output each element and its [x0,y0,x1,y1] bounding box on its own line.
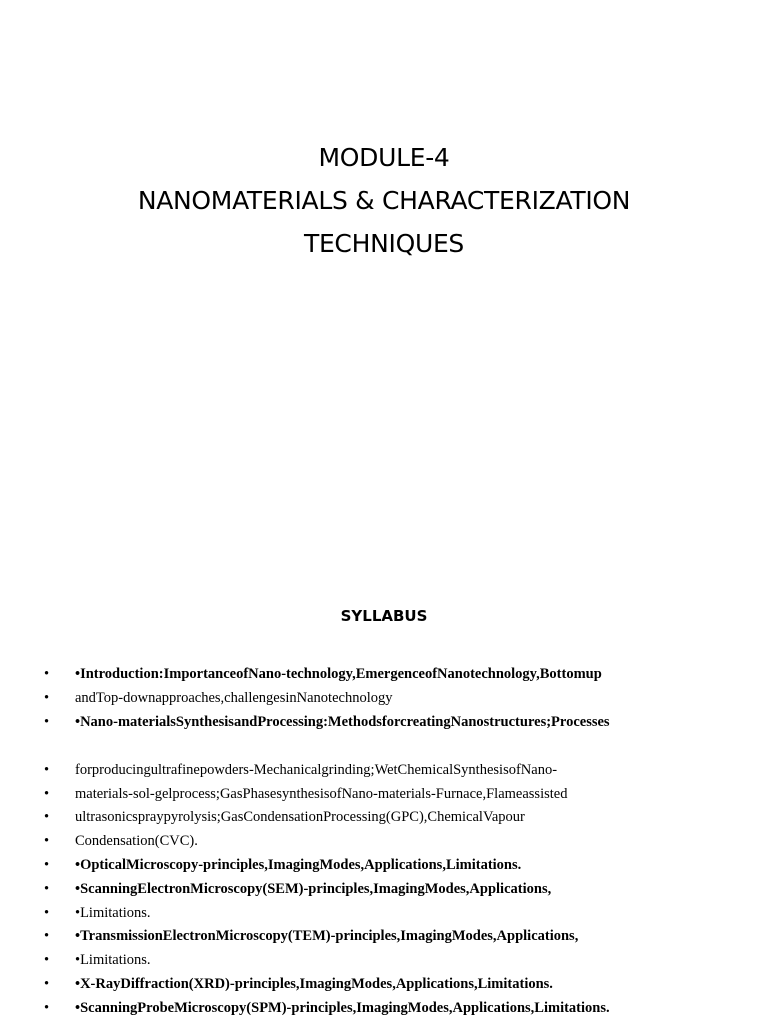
bullet-marker: • [44,690,50,706]
bullet-marker: • [44,976,50,992]
bullet-marker: • [44,714,50,730]
bullet-marker: • [44,857,50,873]
bullet-marker: • [44,1000,50,1016]
syllabus-item-text: forproducingultrafinepowders-Mechanicalgrinding;WetChemicalSynthesisofNano- [75,762,558,778]
bullet-marker: • [44,881,50,897]
bullet-marker: • [44,928,50,944]
syllabus-item-text: •TransmissionElectronMicroscopy(TEM)-principles,ImagingModes,Applications, [75,928,579,944]
syllabus-item-text: andTop-downapproaches,challengesinNanotechnology [75,690,393,706]
bullet-marker: • [44,833,50,849]
syllabus-item-text: •Introduction:ImportanceofNano-technology,EmergenceofNanotechnology,Bottomup [75,666,602,682]
bullet-marker: • [44,952,50,968]
bullet-marker: • [44,762,50,778]
syllabus-item-text: •Nano-materialsSynthesisandProcessing:MethodsforcreatingNanostructures;Processes [75,714,610,730]
bullet-marker: • [44,905,50,921]
syllabus-item-text: •Limitations. [75,905,151,921]
syllabus-item-text: •ScanningProbeMicroscopy(SPM)-principles,ImagingModes,Applications,Limitations. [75,1000,610,1016]
bullet-marker: • [44,786,50,802]
title-block [0,136,768,265]
syllabus-heading: SYLLABUS [340,607,428,625]
syllabus-item-text: •X-RayDiffraction(XRD)-principles,ImagingModes,Applications,Limitations. [75,976,553,992]
syllabus-item-text: Condensation(CVC). [75,833,198,849]
topic-title-line-2: TECHNIQUES [303,229,465,258]
bullet-marker: • [44,809,50,825]
syllabus-item-text: •OpticalMicroscopy-principles,ImagingModes,Applications,Limitations. [75,857,522,873]
syllabus-item-text: •ScanningElectronMicroscopy(SEM)-principles,ImagingModes,Applications, [75,881,552,897]
topic-title-line-1: NANOMATERIALS & CHARACTERIZATION [137,186,631,215]
bullet-marker: • [44,666,50,682]
module-title: MODULE-4 [318,143,450,172]
syllabus-item-text: ultrasonicspraypyrolysis;GasCondensationProcessing(GPC),ChemicalVapour [75,809,525,825]
syllabus-item-text: •Limitations. [75,952,151,968]
syllabus-item-text: materials-sol-gelprocess;GasPhasesynthesisofNano-materials-Furnace,Flameassisted [75,786,568,802]
